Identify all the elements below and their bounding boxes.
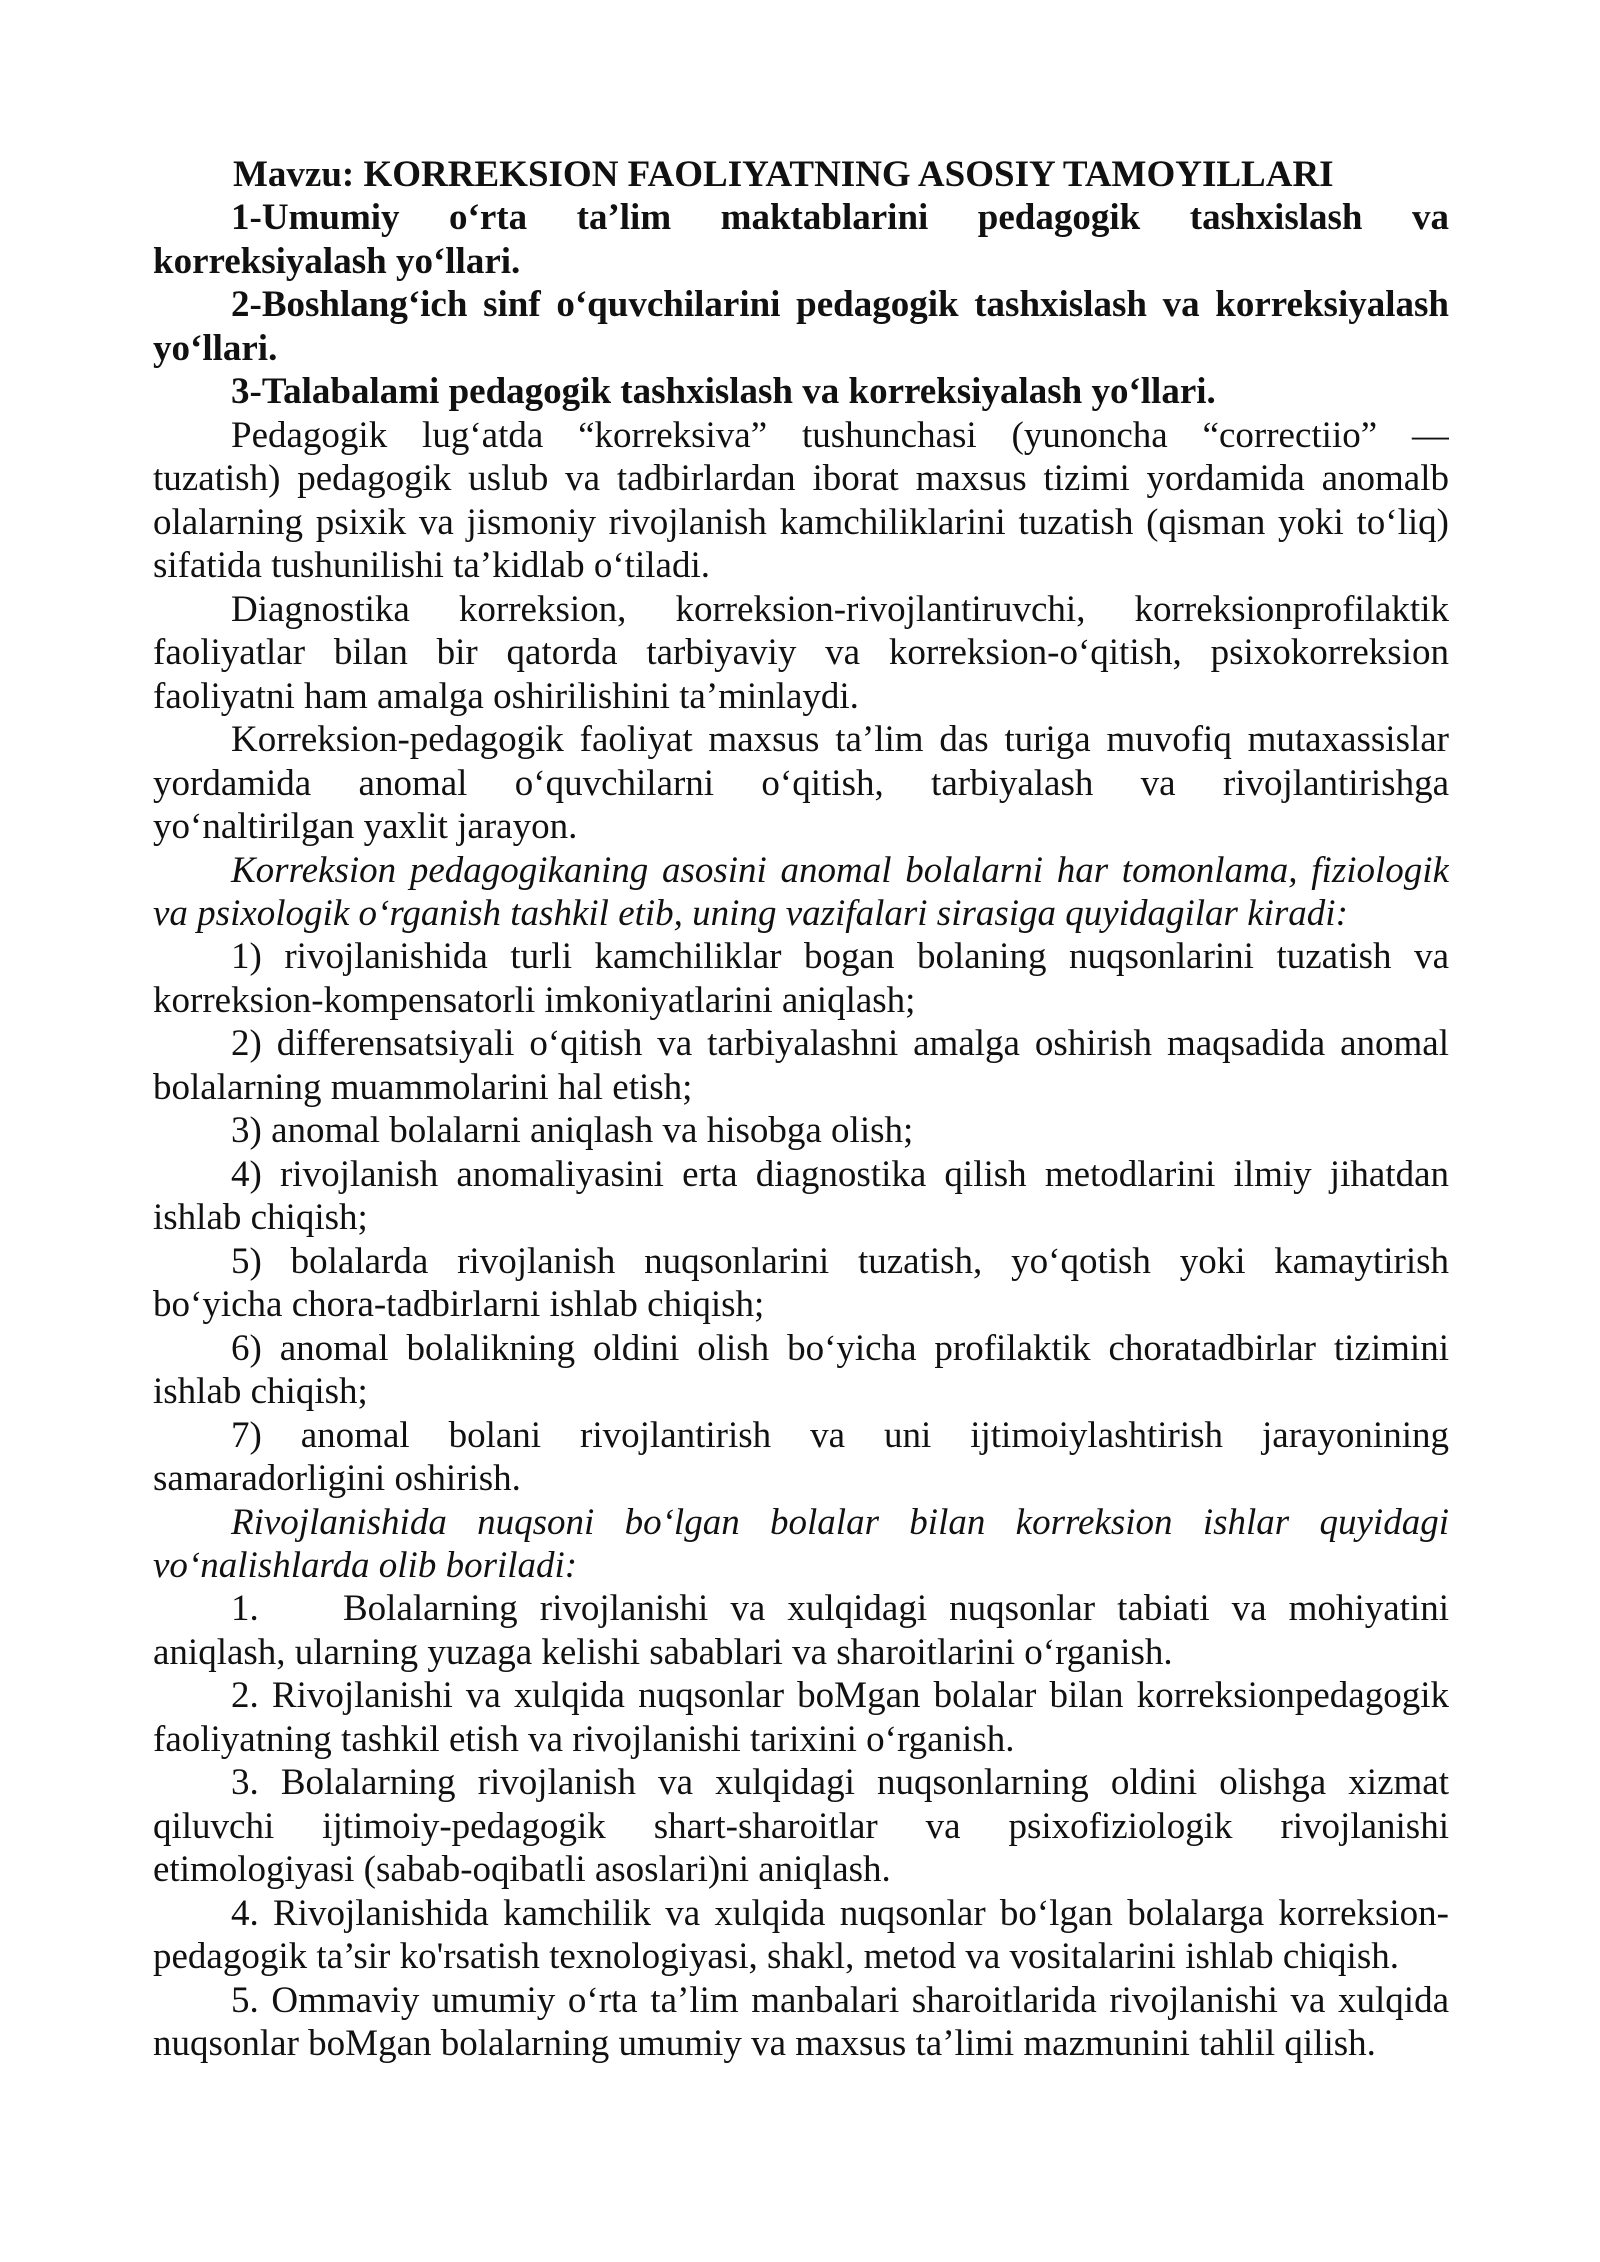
numbered-item-line: 5. Ommaviy umumiy o‘rta ta’lim manbalari sharoitlarida rivojlanishi va xulqida — [231, 1979, 1449, 2021]
section-heading-1 — [153, 196, 1449, 283]
numbered-item — [153, 1761, 1449, 1891]
list-item — [153, 1414, 1449, 1501]
list-item-line: ishlab chiqish; — [153, 1197, 368, 1239]
list-item-line: 7) anomal bolani rivojlantirish va uni ijtimoiylashtirish jarayonining — [231, 1414, 1449, 1456]
document-body — [153, 153, 1449, 2066]
numbered-item-line: aniqlash, ularning yuzaga kelishi sabablari va sharoitlarini o‘rganish. — [153, 1631, 1173, 1673]
paragraph-line: vo‘nalishlarda olib boriladi: — [153, 1545, 578, 1586]
paragraph-line: olalarning psixik va jismoniy rivojlanish kamchiliklarini tuzatish (qisman yoki to‘liq) — [153, 501, 1449, 543]
list-item — [153, 935, 1449, 1022]
list-number: 1. — [231, 1588, 259, 1630]
paragraph-line: Korreksion pedagogikaning asosini anomal bolalarni har tomonlama, fiziologik — [231, 849, 1449, 891]
list-item-line: korreksion-kompensatorli imkoniyatlarini aniqlash; — [153, 979, 916, 1021]
numbered-item — [153, 1587, 1449, 1674]
paragraph — [153, 588, 1449, 718]
list-item — [153, 1240, 1449, 1327]
italic-paragraph — [153, 849, 1449, 936]
list-item-text: Bolalarning rivojlanishi va xulqidagi nuqsonlar tabiati va mohiyatini — [343, 1588, 1449, 1630]
numbered-item — [153, 1892, 1449, 1979]
list-item-line: bolalarning muammolarini hal etish; — [153, 1066, 693, 1108]
paragraph-line: yo‘naltirilgan yaxlit jarayon. — [153, 806, 578, 848]
numbered-item-line: 3. Bolalarning rivojlanish va xulqidagi nuqsonlarning oldini olishga xizmat — [231, 1762, 1449, 1804]
list-item — [153, 1109, 1449, 1152]
numbered-item-line: 4. Rivojlanishida kamchilik va xulqida nuqsonlar bo‘lgan bolalarga korreksion- — [231, 1892, 1449, 1934]
paragraph-line: sifatida tushunilishi ta’kidlab o‘tiladi. — [153, 545, 710, 587]
numbered-item-line: nuqsonlar boMgan bolalarning umumiy va maxsus ta’limi mazmunini tahlil qilish. — [153, 2023, 1376, 2065]
heading-line: 3-Talabalami pedagogik tashxislash va korreksiyalash yo‘llari. — [231, 371, 1216, 413]
paragraph-line: Korreksion-pedagogik faoliyat maxsus ta’lim das turiga muvofiq mutaxassislar — [231, 719, 1449, 761]
numbered-item-line: faoliyatning tashkil etish va rivojlanishi tarixini o‘rganish. — [153, 1718, 1015, 1760]
numbered-item-line: 2. Rivojlanishi va xulqida nuqsonlar boMgan bolalar bilan korreksionpedagogik — [231, 1675, 1449, 1717]
list-item-line: bo‘yicha chora-tadbirlarni ishlab chiqish; — [153, 1284, 765, 1326]
list-item-line: 6) anomal bolalikning oldini olish bo‘yicha profilaktik choratadbirlar tizimini — [231, 1327, 1449, 1369]
italic-paragraph — [153, 1501, 1449, 1588]
list-item-line: 1) rivojlanishida turli kamchiliklar bogan bolaning nuqsonlarini tuzatish va — [231, 936, 1449, 978]
numbered-item — [153, 1674, 1449, 1761]
paragraph-line: Diagnostika korreksion, korreksion-rivojlantiruvchi, korreksionprofilaktik — [231, 588, 1449, 630]
paragraph-line: Pedagogik lug‘atda “korreksiva” tushunchasi (yunoncha “correctiio” — — [231, 414, 1449, 456]
heading-line: 2-Boshlang‘ich sinf o‘quvchilarini pedagogik tashxislash va korreksiyalash — [231, 284, 1449, 326]
numbered-item — [153, 1979, 1449, 2066]
paragraph-line: va psixologik o‘rganish tashkil etib, uning vazifalari sirasiga quyidagilar kiradi: — [153, 892, 1348, 934]
paragraph-line: faoliyatlar bilan bir qatorda tarbiyaviy va korreksion-o‘qitish, psixokorreksion — [153, 632, 1449, 674]
paragraph-line: Rivojlanishida nuqsoni bo‘lgan bolalar bilan korreksion ishlar quyidagi — [231, 1501, 1449, 1543]
list-item — [153, 1153, 1449, 1240]
numbered-item-line — [153, 1587, 1449, 1630]
list-item-line: 2) differensatsiyali o‘qitish va tarbiyalashni amalga oshirish maqsadida anomal — [231, 1023, 1449, 1065]
section-heading-3 — [153, 370, 1449, 413]
paragraph-line: faoliyatni ham amalga oshirilishini ta’minlaydi. — [153, 675, 859, 717]
paragraph — [153, 718, 1449, 848]
numbered-item-line: qiluvchi ijtimoiy-pedagogik shart-sharoitlar va psixofiziologik rivojlanishi — [153, 1805, 1449, 1847]
list-item — [153, 1022, 1449, 1109]
paragraph — [153, 414, 1449, 588]
heading-line: yo‘llari. — [153, 327, 278, 369]
list-item-line: 5) bolalarda rivojlanish nuqsonlarini tuzatish, yo‘qotish yoki kamaytirish — [231, 1240, 1449, 1282]
list-item-line: 3) anomal bolalarni aniqlash va hisobga olish; — [231, 1110, 914, 1152]
document-title: Mavzu: KORREKSION FAOLIYATNING ASOSIY TAMOYILLARI — [233, 154, 1334, 195]
heading-line: korreksiyalash yo‘llari. — [153, 240, 521, 282]
list-item — [153, 1327, 1449, 1414]
list-item-line: ishlab chiqish; — [153, 1371, 368, 1413]
heading-line: 1-Umumiy o‘rta ta’lim maktablarini pedagogik tashxislash va — [231, 197, 1449, 239]
paragraph-line: yordamida anomal o‘quvchilarni o‘qitish, tarbiyalash va rivojlantirishga — [153, 762, 1449, 804]
numbered-item-line: pedagogik ta’sir ko'rsatish texnologiyasi, shakl, metod va vositalarini ishlab chiqish. — [153, 1936, 1399, 1978]
list-item-line: 4) rivojlanish anomaliyasini erta diagnostika qilish metodlarini ilmiy jihatdan — [231, 1153, 1449, 1195]
list-item-line: samaradorligini oshirish. — [153, 1458, 521, 1500]
paragraph-line: tuzatish) pedagogik uslub va tadbirlardan iborat maxsus tizimi yordamida anomalb — [153, 458, 1449, 500]
numbered-item-line: etimologiyasi (sabab-oqibatli asoslari)ni aniqlash. — [153, 1849, 891, 1891]
section-heading-2 — [153, 283, 1449, 370]
